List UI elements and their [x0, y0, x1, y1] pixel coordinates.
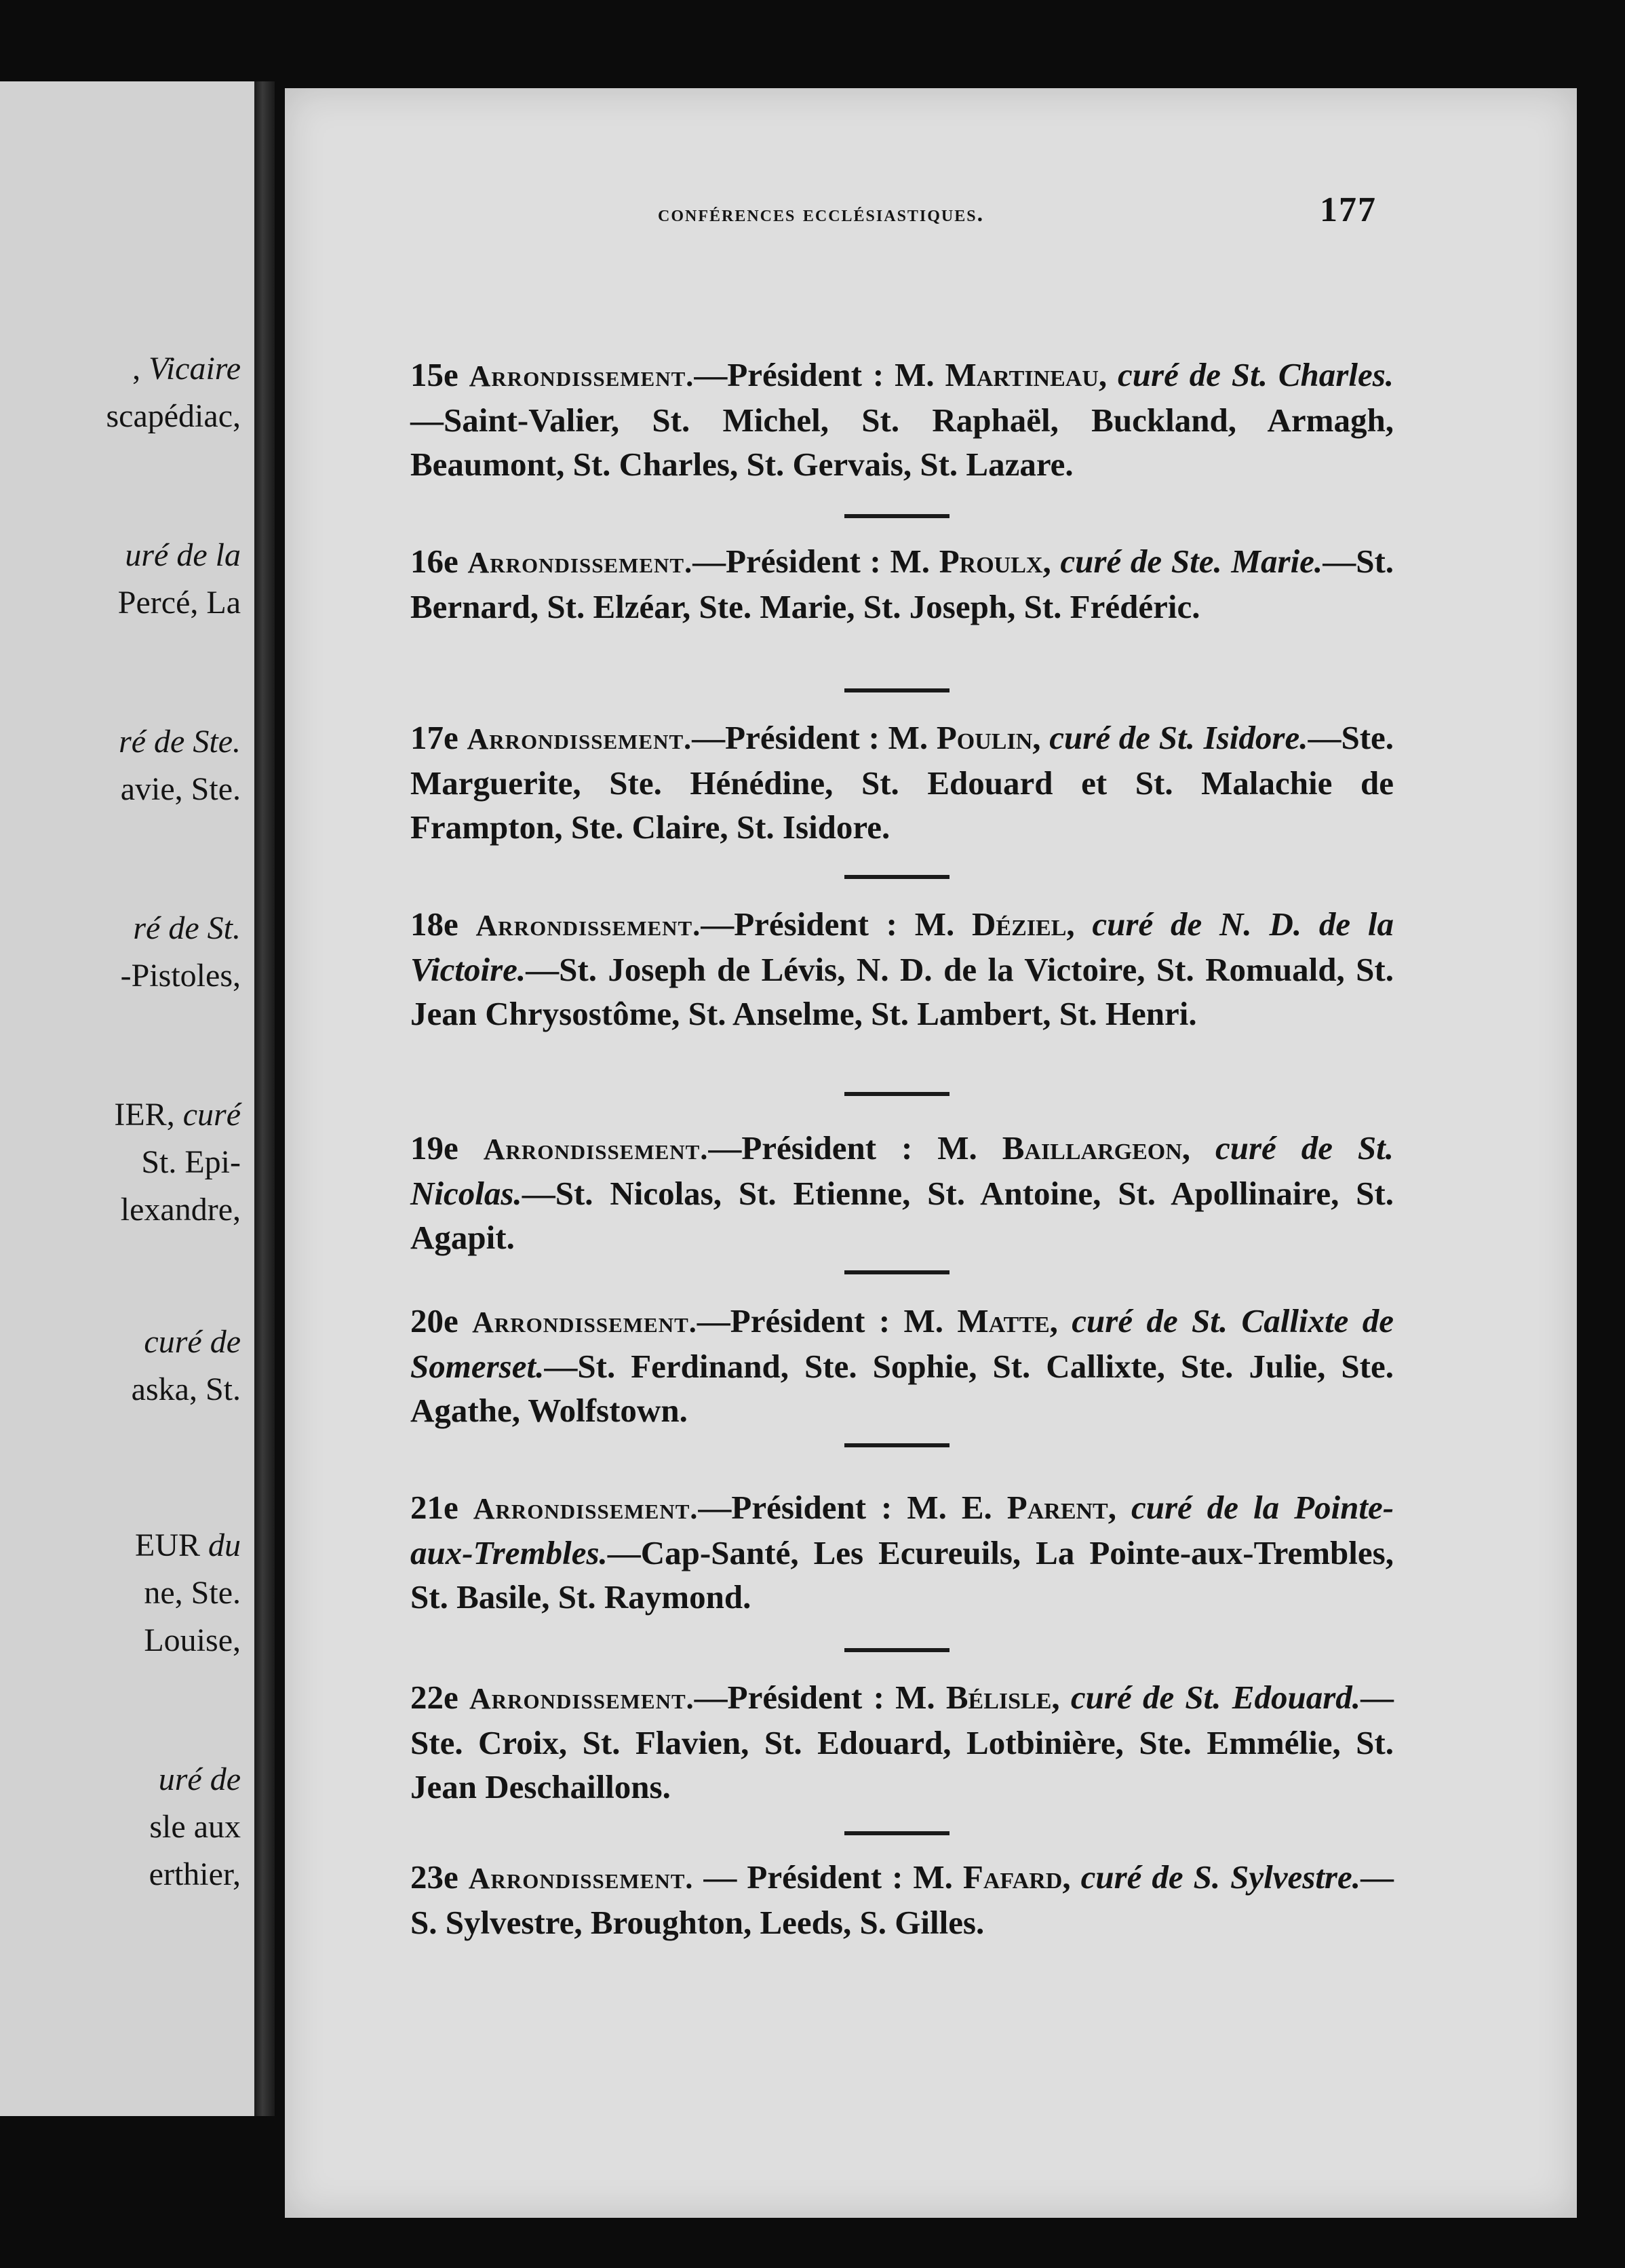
- president-title: M. E.: [907, 1489, 992, 1526]
- cure-of: curé de St. Isidore.: [1049, 719, 1308, 756]
- cure-of: curé de St. Edouard.: [1070, 1679, 1361, 1716]
- left-line: St. Epi-: [141, 1144, 241, 1180]
- parishes: —S. Sylvestre, Broughton, Leeds, S. Gilles.: [410, 1858, 1394, 1941]
- president-label: —Président :: [701, 905, 897, 943]
- entry-number: 23e: [410, 1858, 458, 1896]
- president-name: Déziel,: [972, 905, 1075, 943]
- left-line: ré de Ste.: [119, 724, 241, 760]
- separator-rule: [844, 688, 949, 692]
- president-name: Poulin,: [936, 719, 1041, 756]
- president-label: —Président :: [698, 1489, 893, 1526]
- left-line: scapédiac,: [106, 398, 241, 434]
- parishes: —St. Joseph de Lévis, N. D. de la Victoire, St. Romuald, St. Jean Chrysostôme, St. Anselme, St. Lambert, St. Henri.: [410, 951, 1394, 1032]
- cure-of: curé de Ste. Marie.: [1060, 543, 1323, 580]
- president-title: M.: [937, 1129, 977, 1167]
- president-title: M.: [914, 905, 955, 943]
- cure-of: curé de St. Charles.: [1118, 356, 1394, 393]
- arrondissement-entry: [410, 353, 1394, 486]
- entry-number: 19e: [410, 1129, 458, 1167]
- president-label: —Président :: [708, 1129, 913, 1167]
- left-line: erthier,: [149, 1856, 241, 1892]
- president-name: Bélisle,: [945, 1679, 1060, 1716]
- president-title: M.: [888, 719, 928, 756]
- parishes: —Cap-Santé, Les Ecureuils, La Pointe-aux-Trembles, St. Basile, St. Raymond.: [410, 1534, 1394, 1616]
- book-gutter: [254, 81, 275, 2116]
- arrondissement-entry: [410, 902, 1394, 1036]
- arrondissement-entry: [410, 1485, 1394, 1619]
- president-title: M.: [895, 356, 935, 393]
- entry-number: 17e: [410, 719, 458, 756]
- cure-of: curé de S. Sylvestre.: [1080, 1858, 1361, 1896]
- president-name: Matte,: [957, 1302, 1058, 1340]
- separator-rule: [844, 1270, 949, 1274]
- arrondissement-entry: [410, 1855, 1394, 1944]
- entry-heading: Arrondissement.: [483, 1133, 709, 1166]
- cure-of: curé de N. D. de la Victoire.: [410, 905, 1394, 988]
- arrondissement-entry: [410, 1675, 1394, 1809]
- president-name: Parent,: [1006, 1489, 1116, 1526]
- left-line: lexandre,: [120, 1192, 241, 1228]
- parishes: —St. Bernard, St. Elzéar, Ste. Marie, St. Joseph, St. Frédéric.: [410, 543, 1394, 625]
- parishes: —Ste. Croix, St. Flavien, St. Edouard, Lotbinière, Ste. Emmélie, St. Jean Deschaillons.: [410, 1679, 1394, 1805]
- entry-heading: Arrondissement.: [467, 546, 693, 579]
- cure-of: curé de St. Callixte de Somerset.: [410, 1302, 1394, 1385]
- entry-number: 22e: [410, 1679, 458, 1716]
- parishes: —St. Nicolas, St. Etienne, St. Antoine, St. Apollinaire, St. Agapit.: [410, 1175, 1394, 1256]
- left-line: curé de: [144, 1324, 241, 1360]
- cure-of: curé de St. Nicolas.: [410, 1129, 1394, 1212]
- entry-number: 18e: [410, 905, 458, 943]
- president-name: Proulx,: [939, 543, 1051, 580]
- president-name: Fafard,: [962, 1858, 1071, 1896]
- president-title: M.: [913, 1858, 953, 1896]
- separator-rule: [844, 1648, 949, 1652]
- entry-number: 15e: [410, 356, 458, 393]
- running-title: conférences ecclésiastiques.: [658, 201, 985, 227]
- left-line: , Vicaire: [132, 351, 241, 387]
- entry-heading: Arrondissement.: [469, 359, 694, 393]
- separator-rule: [844, 1443, 949, 1447]
- president-name: Martineau,: [945, 356, 1108, 393]
- left-line: ne, Ste.: [144, 1575, 241, 1611]
- entry-heading: Arrondissement.: [472, 1306, 697, 1339]
- arrondissement-entry: [410, 1126, 1394, 1259]
- arrondissement-entry: [410, 716, 1394, 849]
- separator-rule: [844, 1092, 949, 1096]
- left-line: avie, Ste.: [120, 771, 241, 807]
- president-label: — Président :: [693, 1858, 903, 1896]
- president-label: —Président :: [697, 1302, 890, 1340]
- running-header: [373, 190, 1377, 230]
- left-line: EUR du: [135, 1527, 241, 1563]
- entry-number: 16e: [410, 543, 458, 580]
- left-line: uré de la: [125, 537, 241, 573]
- left-line: ré de St.: [133, 910, 241, 946]
- arrondissement-entry: [410, 539, 1394, 629]
- parishes: —St. Ferdinand, Ste. Sophie, St. Callixte, Ste. Julie, Ste. Agathe, Wolfstown.: [410, 1348, 1394, 1429]
- entry-heading: Arrondissement.: [469, 1682, 694, 1715]
- separator-rule: [844, 1831, 949, 1835]
- left-line: Louise,: [144, 1622, 241, 1658]
- parishes: —Ste. Marguerite, Ste. Hénédine, St. Edouard et St. Malachie de Frampton, Ste. Claire, St. Isidore.: [410, 719, 1394, 846]
- cure-of: curé de la Pointe-aux-Trembles.: [410, 1489, 1394, 1571]
- arrondissement-entry: [410, 1299, 1394, 1432]
- left-line: uré de: [158, 1761, 241, 1797]
- president-name: Baillargeon,: [1002, 1129, 1191, 1167]
- president-title: M.: [903, 1302, 943, 1340]
- president-label: —Président :: [692, 719, 880, 756]
- facing-page-fragment: [0, 81, 254, 2116]
- entry-heading: Arrondissement.: [468, 1862, 694, 1895]
- separator-rule: [844, 875, 949, 879]
- entry-heading: Arrondissement.: [473, 1492, 699, 1525]
- president-title: M.: [895, 1679, 935, 1716]
- separator-rule: [844, 514, 949, 518]
- left-line: IER, curé: [114, 1097, 241, 1133]
- entry-heading: Arrondissement.: [467, 722, 692, 756]
- left-line: sle aux: [149, 1809, 241, 1845]
- parishes: —Saint-Valier, St. Michel, St. Raphaël, Buckland, Armagh, Beaumont, St. Charles, St. Gervais, St. Lazare.: [410, 402, 1394, 483]
- left-line: Percé, La: [117, 585, 241, 621]
- page-number: 177: [1320, 191, 1377, 229]
- entry-number: 20e: [410, 1302, 458, 1340]
- left-line: -Pistoles,: [120, 958, 241, 994]
- president-label: —Président :: [692, 543, 881, 580]
- president-label: —Président :: [694, 1679, 884, 1716]
- left-line: aska, St.: [131, 1371, 241, 1407]
- president-title: M.: [890, 543, 931, 580]
- entry-heading: Arrondissement.: [475, 909, 701, 942]
- entry-number: 21e: [410, 1489, 458, 1526]
- president-label: —Président :: [694, 356, 884, 393]
